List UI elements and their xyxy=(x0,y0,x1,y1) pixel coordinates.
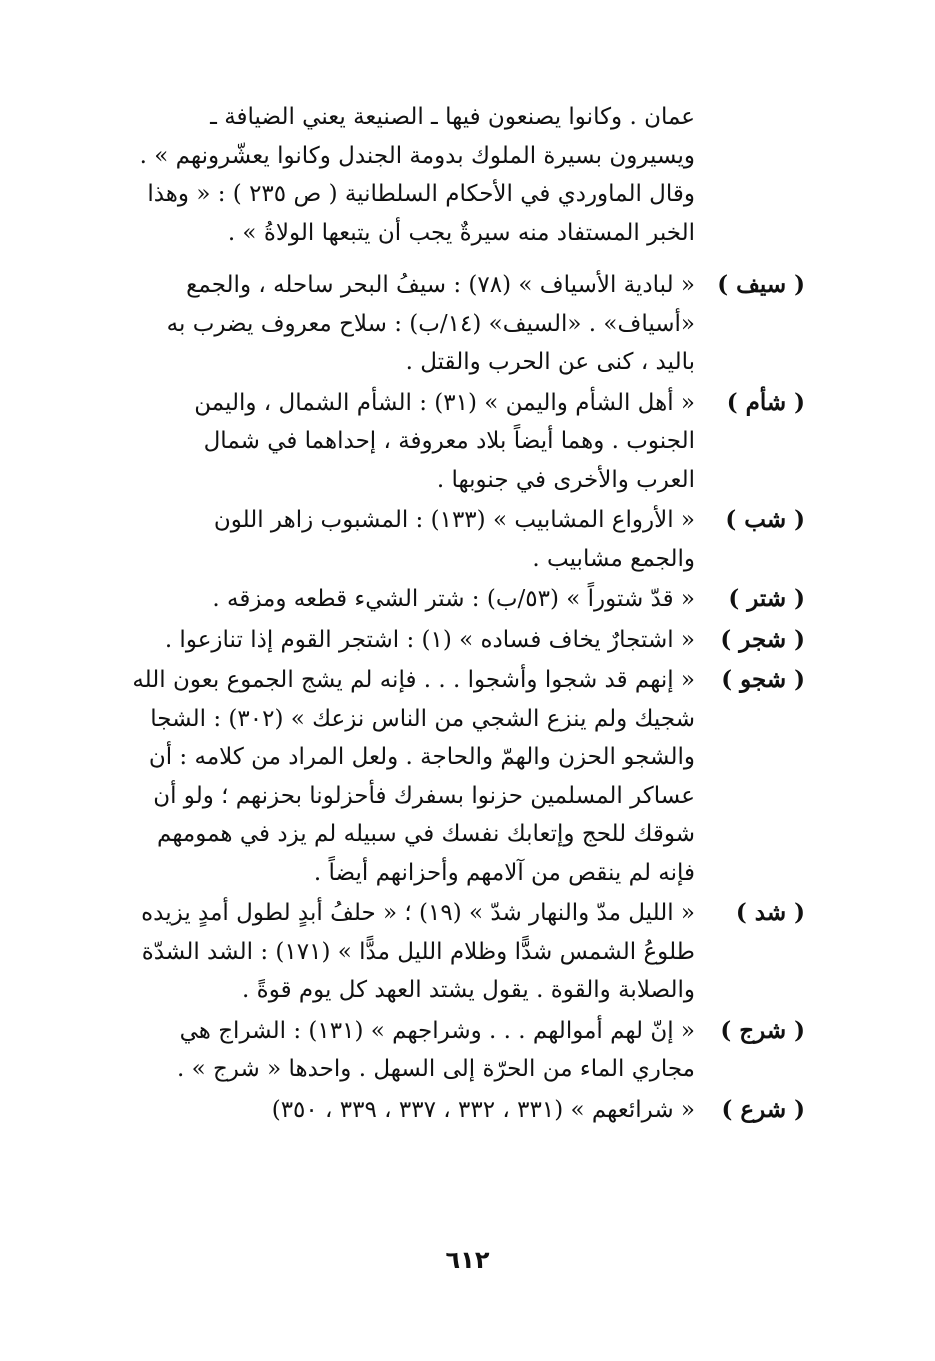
entry-headword: ( شجو ) xyxy=(721,666,805,693)
definition-line: « الليل مدّ والنهار شدّ » (١٩) ؛ « حلفُ أبدٍ لطول أمدٍ يزيده xyxy=(141,900,695,926)
definition-line: شجيك ولم ينزع الشجي من الناس نزعك » (٣٠٢) : الشجا xyxy=(150,705,695,732)
definition-line: فإنه لم ينقص من آلامهم وأحزانهم أيضاً . xyxy=(313,859,695,886)
entry-definition xyxy=(165,384,695,500)
glossary-entry-shajw xyxy=(132,661,805,892)
glossary-entry-sham xyxy=(165,384,805,500)
page-number: ٦١٢ xyxy=(445,1246,490,1274)
entry-definition xyxy=(165,1091,695,1130)
definition-line: « شرائعهم » (٣٣١ ، ٣٣٢ ، ٣٣٧ ، ٣٣٩ ، ٣٥٠) xyxy=(271,1096,695,1123)
glossary-entry-shatr xyxy=(165,580,805,619)
entry-headword: ( شجر ) xyxy=(720,625,805,653)
intro-line: وقال الماوردي في الأحكام السلطانية ( ص ٢٣٥ ) : « وهذا xyxy=(147,181,695,207)
definition-line: العرب والأخرى في جنوبها . xyxy=(436,466,695,493)
entry-headword: ( شب ) xyxy=(725,506,805,533)
entry-definition xyxy=(165,1012,695,1089)
definition-line: باليد ، كنى عن الحرب والقتل . xyxy=(405,349,695,375)
definition-line: « اشتجارٌ يخاف فساده » (١) : اشتجر القوم إذا تنازعوا . xyxy=(164,626,695,653)
intro-line: الخبر المستفاد منه سيرةٌ يجب أن يتبعها الولاةُ » . xyxy=(227,219,695,246)
entry-headword: ( شأم ) xyxy=(726,388,805,416)
intro-paragraph xyxy=(139,98,695,252)
entry-headword: ( شتر ) xyxy=(728,585,805,612)
glossary-entry-sayf xyxy=(165,266,805,382)
entry-headword: ( سيف ) xyxy=(717,271,805,298)
definition-line: « الأرواع المشابيب » (١٣٣) : المشبوب زاهر اللون xyxy=(213,507,695,533)
entry-headword: ( شرج ) xyxy=(720,1016,805,1044)
definition-line: والصلابة والقوة . يقول يشتد العهد كل يوم قوةً . xyxy=(242,977,695,1003)
glossary-entry-sharj xyxy=(165,1012,805,1089)
definition-line: طلوعُ الشمس شدًّا وظلام الليل مدًّا » (١٧١) : الشد الشدّة xyxy=(141,938,695,965)
entry-headword: ( شرع ) xyxy=(721,1095,805,1123)
entry-definition xyxy=(165,580,695,619)
entry-definition xyxy=(165,501,695,578)
entry-headword: ( شد ) xyxy=(735,899,805,926)
glossary-entry-shar xyxy=(165,1091,805,1130)
entry-definition xyxy=(132,661,695,892)
definition-line: « إنّ لهم أموالهم . . . وشراجهم » (١٣١) : الشراج هي xyxy=(179,1017,695,1044)
definition-line: مجاري الماء من الحرّة إلى السهل . واحدها « شرج » . xyxy=(176,1056,695,1082)
definition-line: عساكر المسلمين حزنوا بسفرك فأحزلونا بحزنهم ؛ ولو أن xyxy=(153,782,695,809)
definition-line: « إنهم قد شجوا وأشجوا . . . فإنه لم يشج الجموع بعون الله xyxy=(132,667,695,693)
intro-line: عمان . وكانوا يصنعون فيها ـ الصنيعة يعني الضيافة ـ xyxy=(210,104,695,130)
definition-line: « لبادية الأسياف » (٧٨) : سيفُ البحر ساحله ، والجمع xyxy=(186,272,695,298)
definition-line: والشجو الحزن والهمّ والحاجة . ولعل المراد من كلامه : أن xyxy=(148,744,695,770)
glossary-entry-shabb xyxy=(165,501,805,578)
definition-line: « أهل الشأم واليمن » (٣١) : الشأم الشمال ، واليمن xyxy=(194,389,695,416)
glossary-entries xyxy=(132,266,805,1131)
glossary-entry-shadd xyxy=(141,894,805,1010)
entry-definition xyxy=(165,266,695,382)
definition-line: شوقك للحج وإتعابك نفسك في سبيله لم يزد في همومهم xyxy=(157,821,695,847)
intro-line: ويسيرون بسيرة الملوك بدومة الجندل وكانوا يعشّرونهم » . xyxy=(139,142,695,169)
entry-definition xyxy=(141,894,695,1010)
definition-line: الجنوب . وهما أيضاً بلاد معروفة ، إحداهما في شمال xyxy=(203,428,695,454)
glossary-entry-shajar xyxy=(165,621,805,660)
definition-line: « قدّ شتوراً » (٥٣/ب) : شتر الشيء قطعه ومزقه . xyxy=(212,586,695,612)
definition-line: «أسياف» . «السيف» (١٤/ب) : سلاح معروف يضرب به xyxy=(166,310,695,337)
entry-definition xyxy=(165,621,695,660)
definition-line: والجمع مشابيب . xyxy=(532,545,695,572)
